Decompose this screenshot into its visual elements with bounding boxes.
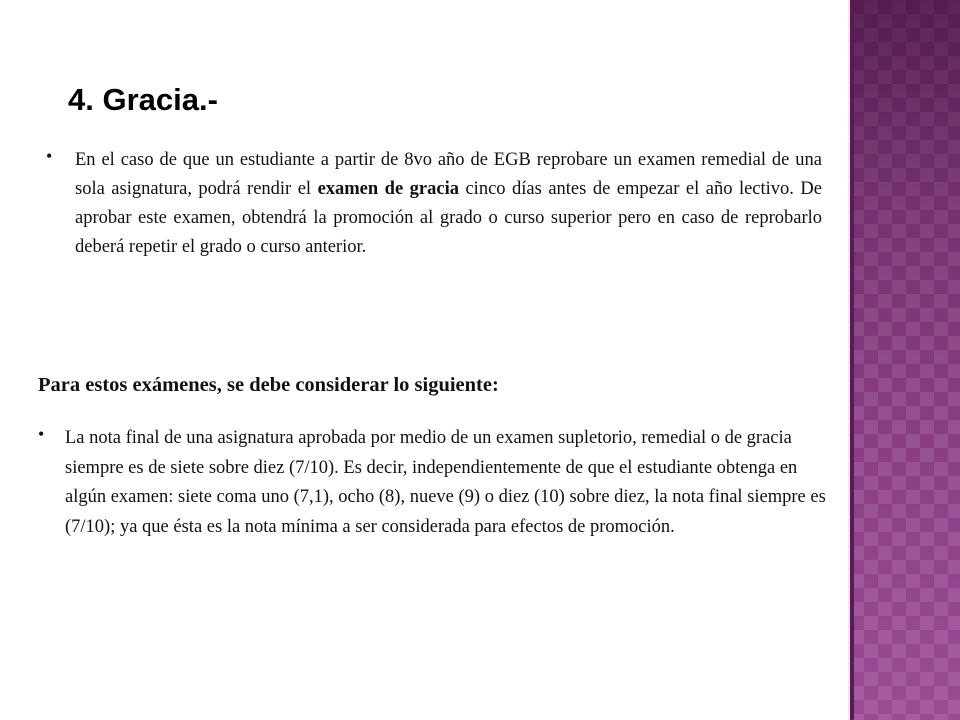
paragraph-nota-final-text: La nota final de una asignatura aprobada por medio de un examen supletorio, remedial o de gracia siempre es de siete sobre diez (7/10). Es decir, independientemente de que el estudiante obtenga en algún examen: siete coma uno (7,1), ocho (8), nueve (9) o diez (10) sobre diez, la nota final siempre es (7/10); ya que ésta es la nota mínima a ser considerada para efectos de promoción.: [65, 428, 826, 537]
bullet-icon: •: [38, 424, 45, 444]
paragraph-gracia-part1: En el caso de que un estudiante a partir de 8vo año de EGB reprobare un examen remedial de una sola asignatura, podrá rendir el: [75, 150, 822, 199]
paragraph-gracia-bold: examen de gracia: [317, 179, 459, 199]
bullet-icon: •: [46, 146, 53, 166]
paragraph-gracia-part2: cinco días antes de empezar el año lectivo. De aprobar este examen, obtendrá la promoción al grado o curso superior pero en caso de reprobarlo deberá repetir el grado o curso anterior.: [75, 179, 822, 257]
bullet-paragraph-gracia: [46, 146, 822, 262]
decorative-side-panel: [848, 0, 960, 720]
section-subtitle: Para estos exámenes, se debe considerar lo siguiente:: [38, 374, 499, 396]
slide-title: 4. Gracia.-: [68, 82, 218, 117]
bullet-paragraph-nota-final: [38, 424, 828, 542]
paragraph-gracia-text: [75, 146, 822, 262]
